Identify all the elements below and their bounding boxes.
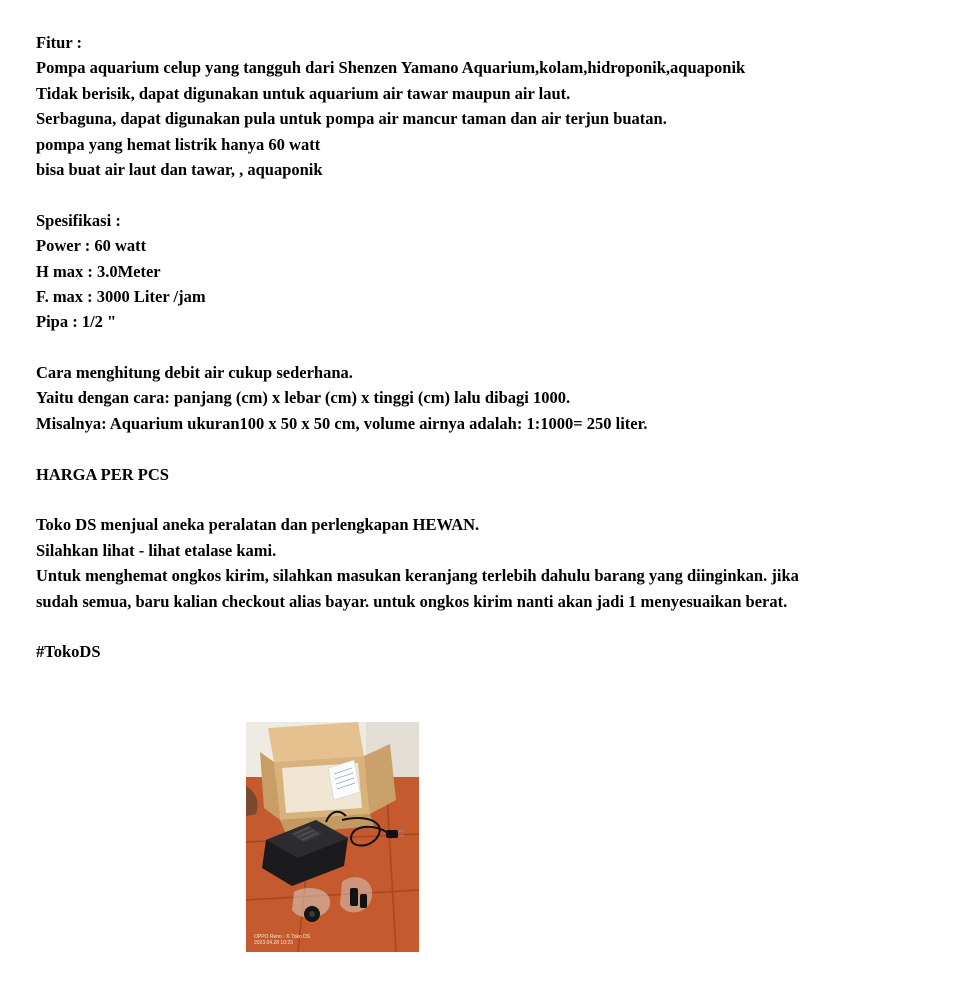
feature-line: Serbaguna, dapat digunakan pula untuk pompa air mancur taman dan air terjun buatan. [36,109,667,129]
watermark-line: 2023.04.28 10:23 [254,940,293,946]
store-line: Untuk menghemat ongkos kirim, silahkan masukan keranjang terlebih dahulu barang yang diinginkan. jika [36,566,799,586]
store-line: Silahkan lihat - lihat etalase kami. [36,540,277,560]
hashtag: #TokoDS [36,642,101,662]
spec-line: F. max : 3000 Liter /jam [36,286,206,306]
price-note: HARGA PER PCS [36,464,169,484]
calc-line: Misalnya: Aquarium ukuran100 x 50 x 50 cm, volume airnya adalah: 1:1000= 250 liter. [36,413,648,433]
paragraph-gap [36,614,916,639]
calc-line: Yaitu dengan cara: panjang (cm) x lebar (cm) x tinggi (cm) lalu dibagi 1000. [36,388,571,408]
product-description [36,30,916,665]
spec-line: Power : 60 watt [36,236,147,256]
product-photo [246,722,419,952]
features-heading: Fitur : [36,33,82,52]
paragraph-gap [36,436,916,461]
photo-watermark [254,934,310,946]
store-line: sudah semua, baru kalian checkout alias bayar. untuk ongkos kirim nanti akan jadi 1 menyesuaikan berat. [36,591,788,611]
paragraph-gap [36,335,916,360]
spec-line: Pipa : 1/2 " [36,312,117,332]
spec-heading: Spesifikasi : [36,210,121,230]
feature-line: Tidak berisik, dapat digunakan untuk aquarium air tawar maupun air laut. [36,83,571,103]
feature-line: pompa yang hemat listrik hanya 60 watt [36,134,321,154]
store-line: Toko DS menjual aneka peralatan dan perlengkapan HEWAN. [36,515,480,535]
spec-line: H max : 3.0Meter [36,261,161,281]
paragraph-gap [36,487,916,512]
pump-in-box-illustration [246,722,419,952]
paragraph-gap [36,182,916,207]
feature-line: bisa buat air laut dan tawar, , aquaponik [36,159,323,179]
watermark-line: OPPO Reno · © Toko DS [254,934,311,940]
calc-line: Cara menghitung debit air cukup sederhana. [36,363,353,383]
feature-line: Pompa aquarium celup yang tangguh dari Shenzen Yamano Aquarium,kolam,hidroponik,aquaponik [36,58,746,78]
